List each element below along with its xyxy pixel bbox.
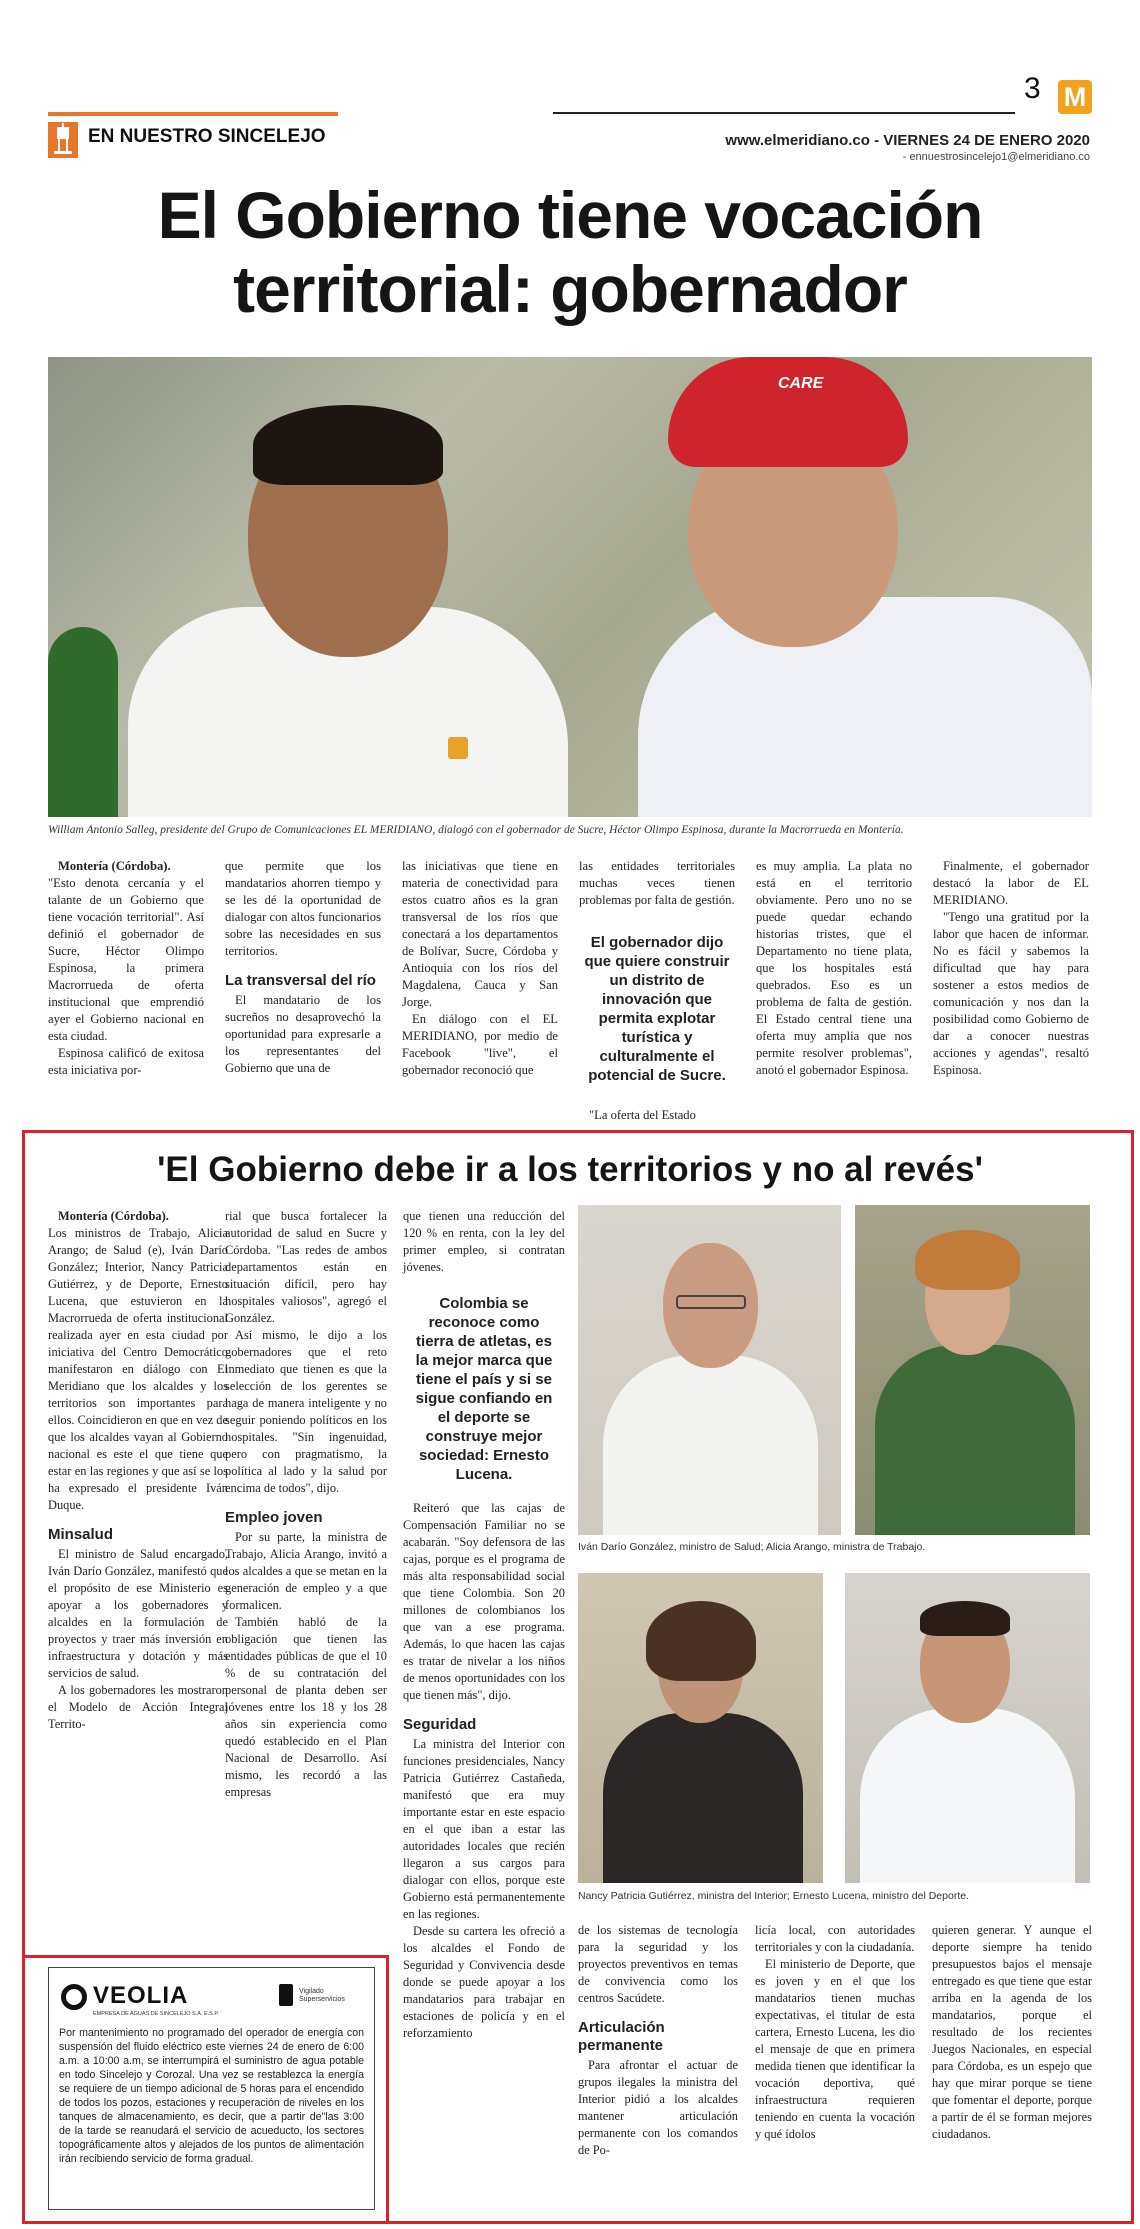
veolia-ad: [48, 1967, 375, 2210]
paragraph: las entidades territoriales muchas veces tienen problemas por falta de gestión.: [579, 859, 735, 907]
pull-quote: El gobernador dijo que quiere construir un distrito de innovación que permita explotar turística y culturalmente el potencial de Sucre.: [584, 934, 730, 1084]
person-body: [860, 1708, 1075, 1883]
brand-tagline: EMPRESA DE AGUAS DE SINCELEJO S.A. E.S.P.: [93, 2011, 219, 2017]
paragraph: "La oferta del Estado: [589, 1108, 696, 1122]
hair: [646, 1601, 756, 1681]
subheading: La transversal del río: [225, 972, 376, 989]
paragraph: Los ministros de Trabajo, Alicia Arango; de Salud (e), Iván Darío González; Interior, Nancy Patricia Gutiérrez, y de Deporte, Ernesto Lucena, que estuvieron en la Macrorrueda de oferta institucional realizada ayer en esta ciudad por iniciativa del Centro Democrático manifestaron en diálogo con El Meridiano que los alcaldes y los territorios son importantes para ellos. Coincidieron en que en vez de que los alcaldes vayan al Gobierno nacional es este el que tiene que estar en las regiones y que así se los ha expresado el presidente Iván Duque.: [48, 1226, 228, 1512]
email: - ennuestrosincelejo1@elmeridiano.co: [902, 151, 1090, 163]
paragraph: La ministra del Interior con funciones presidenciales, Nancy Patricia Gutiérrez Castañeda, manifestó que era muy importante estar en este espacio en el que iban a estar las autoridades locales que recién llegaron a sus cargos para dialogar con ellos, porque este Gobierno está permanentemente en las regiones.: [403, 1737, 565, 1921]
headline-1: [30, 178, 1110, 326]
hair: [920, 1601, 1010, 1636]
person-body: [603, 1713, 803, 1883]
paragraph: El ministerio de Deporte, que es joven y en el que los mandatarios tienen muchas expectativas, el titular de esta cartera, Ernesto Lucena, les dio el mensaje de que en primera medida tienen que identificar la vocación deportiva, qué infraestructura requieren teniendo en cuenta la vocación y qué ídolos: [755, 1957, 915, 2141]
story2-col1: [48, 1208, 228, 1733]
story1-col3: [402, 858, 558, 1079]
subheading: Seguridad: [403, 1716, 477, 1733]
story2-col3: [403, 1208, 565, 2042]
subheading: Empleo joven: [225, 1509, 323, 1526]
photo-ivan-dario-gonzalez: [578, 1205, 841, 1535]
red-box-divider: [22, 1955, 389, 1958]
brand-name: VEOLIA: [93, 1982, 189, 2009]
story1-col1: [48, 858, 204, 1079]
dateline: Montería (Córdoba).: [58, 1209, 169, 1223]
paragraph: que tienen una reducción del 120 % en renta, con la ley del primer empleo, si contratan jóvenes.: [403, 1209, 565, 1274]
meridiano-logo: [1058, 80, 1092, 114]
cap-text: CARE: [778, 375, 824, 392]
paragraph: rial que busca fortalecer la autoridad de salud en Sucre y Córdoba. "Las redes de ambos departamentos están en situación difícil, pero hay hospitales valiosos", agregó el González.: [225, 1209, 387, 1325]
story2-col6: [932, 1922, 1092, 2143]
story2-col2: [225, 1208, 387, 1801]
plant: [48, 627, 118, 817]
story1-col5: [756, 858, 912, 1079]
photo-ernesto-lucena: [845, 1573, 1090, 1883]
paragraph: Así mismo, le dijo a los gobernadores que el reto inmediato que tienen es que la selección de los gerentes se haga de manera inteligente y no seguir poniendo políticos en los hospitales. "Sin ingenuidad, pero con pragmatismo, la política al lado y la salud por encima de todos", dijo.: [225, 1328, 387, 1495]
story2-col5: [755, 1922, 915, 2143]
person-body: [603, 1355, 818, 1535]
paragraph: "Esto denota cercanía y el talante de un Gobierno que tiene vocación territorial". Así definió el gobernador de Sucre, Héctor Olimpo Espinosa, la primera Macrorrueda de oferta institucional que emprendió ayer el Gobierno nacional en esta ciudad.: [48, 876, 204, 1043]
man-right-body: [638, 597, 1092, 817]
photo-salleg-espinosa: [48, 357, 1092, 817]
dateline: Montería (Córdoba).: [58, 859, 171, 873]
photo-caption-2-top: Iván Darío González, ministro de Salud; Alicia Arango, ministra de Trabajo.: [578, 1541, 926, 1553]
paragraph: El mandatario de los sucreños no desaprovechó la oportunidad para expresarle a los representantes del Gobierno que una de: [225, 993, 381, 1075]
pull-quote: Colombia se reconoce como tierra de atletas, es la mejor marca que tiene el país y si se sigue confiando en el deporte se construye mejor sociedad: Ernesto Lucena.: [415, 1295, 553, 1483]
paragraph: las iniciativas que tiene en materia de conectividad para estos cuatro años es la gran transversal de los ríos que conectará a los departamentos de Bolívar, Sucre, Córdoba y Antioquia con los ríos del Magdalena, Cauca y San Jorge.: [402, 859, 558, 1009]
photo-nancy-patricia-gutierrez: [578, 1573, 823, 1883]
paragraph: de los sistemas de tecnología para la seguridad y los proyectos preventivos en temas de convivencia como los centros Sacúdete.: [578, 1923, 738, 2005]
red-box-vertical: [386, 1955, 389, 2224]
paragraph: licía local, con autoridades territoriales y con la ciudadanía.: [755, 1923, 915, 1954]
subheading: Articulación permanente: [578, 2019, 665, 2054]
headline-2: 'El Gobierno debe ir a los territorios y no al revés': [157, 1150, 983, 1189]
paragraph: "Tengo una gratitud por la labor que hacen de informar. No es fácil y sabemos la dificultad que hay para sostener a estos medios de comunicación y nos dan la posibilidad como Gobierno de dar a conocer nuestras acciones y agendas", resaltó Espinosa.: [933, 910, 1089, 1077]
paragraph: Finalmente, el gobernador destacó la labor de EL MERIDIANO.: [933, 859, 1089, 907]
water-tank-icon: [48, 122, 78, 158]
paragraph: Espinosa calificó de exitosa esta iniciativa por-: [48, 1046, 204, 1077]
header-rule: [553, 112, 1015, 114]
paragraph: En diálogo con el EL MERIDIANO, por medio de Facebook "live", el gobernador reconoció que: [402, 1012, 558, 1077]
hair: [915, 1230, 1020, 1290]
vigilado-text: Vigilado Superservicios: [299, 1988, 345, 2003]
photo-caption-2-bottom: Nancy Patricia Gutiérrez, ministra del Interior; Ernesto Lucena, ministro del Deporte.: [578, 1890, 969, 1902]
photo-caption-1: William Antonio Salleg, presidente del Grupo de Comunicaciones EL MERIDIANO, dialogó con el gobernador de Sucre, Héctor Olimpo Espinosa, durante la Macrorrueda en Montería.: [48, 824, 904, 836]
paragraph: También habló de la obligación que tienen las entidades públicas de que el 10 % de su contratación del personal de planta deben ser jóvenes entre los 18 y los 28 años sin experiencia como quedó establecido en el Plan Nacional de Desarrollo. Así mismo, les recordó a las empresas: [225, 1615, 387, 1799]
page-number: 3: [1024, 72, 1041, 105]
story1-col2: [225, 858, 381, 1077]
paragraph: Por su parte, la ministra de Trabajo, Alicia Arango, invitó a los alcaldes a que se metan en la generación de empleo y a que formalicen.: [225, 1530, 387, 1612]
photo-alicia-arango: [855, 1205, 1090, 1535]
paragraph: que permite que los mandatarios ahorren tiempo y se les dé la oportunidad de dialogar con altos funcionarios sobre las necesidades en sus territorios.: [225, 859, 381, 958]
paragraph: Desde su cartera les ofreció a los alcaldes el Fondo de Seguridad y Convivencia desde donde se puede apoyar a los mandatarios para trabajar en estaciones de policía y en el reforzamiento: [403, 1924, 565, 2040]
story1-col6: [933, 858, 1089, 1079]
story1-col4: [579, 858, 735, 1124]
paragraph: Para afrontar el actuar de grupos ilegales la ministra del Interior pidió a los alcaldes mantener articulación permanente con los comandos de Po-: [578, 2058, 738, 2157]
section-accent-line: [48, 112, 338, 116]
story2-col4: [578, 1922, 738, 2159]
paragraph: es muy amplia. La plata no está en el territorio obviamente. Pero uno no se puede quedar echando historias tristes, que el Departamento no tiene plata, que los hospitales está quebrados. Eso es un problema de falta de gestión. El Estado central tiene una oferta muy amplia que nos permite resolver problemas", anotó el gobernador Espinosa.: [756, 859, 912, 1077]
person-body: [875, 1345, 1075, 1535]
veolia-swirl-icon: [61, 1984, 87, 2010]
superservicios-icon: [279, 1984, 293, 2006]
section-title: EN NUESTRO SINCELEJO: [88, 126, 326, 147]
red-cap: [668, 357, 908, 467]
man-left-hair: [253, 405, 443, 485]
glasses: [676, 1295, 746, 1309]
site-date: www.elmeridiano.co - VIERNES 24 DE ENERO 2020: [725, 132, 1090, 149]
paragraph: Reiteró que las cajas de Compensación Familiar no se acabarán. "Soy defensora de las cajas, porque es el programa de más alta responsabilidad social que tiene Colombia. Son 20 millones de colombianos los que van a ese programa. Además, lo que hacen las cajas es tratar de nivelar a los niños de menos oportunidades con los que tienen más", dijo.: [403, 1501, 565, 1702]
headline-1-line1: El Gobierno tiene vocación: [157, 178, 983, 252]
subheading: Minsalud: [48, 1526, 114, 1543]
headline-1-line2: territorial: gobernador: [233, 252, 907, 326]
section-header: [48, 112, 348, 160]
logo-letter: M: [1063, 82, 1087, 112]
paragraph: El ministro de Salud encargado, Iván Darío González, manifestó que el propósito de ese Ministerio es apoyar a los gobernadores y alcaldes en la formulación de proyectos y traer más inversión en infraestructura y dotación y más servicios de salud.: [48, 1547, 228, 1680]
paragraph: quieren generar. Y aunque el deporte siempre ha tenido presupuestos bajos el mensaje entregado es que tiene que estar arriba en la agenda de los mandatarios, porque el resultado de los recientes Juegos Nacionales, en especial para Córdoba, es un espejo que hay que mirar porque se tiene que fomentar el deporte, porque a partir de él se forman mejores ciudadanos.: [932, 1923, 1092, 2141]
paragraph: A los gobernadores les mostraron el Modelo de Acción Integral Territo-: [48, 1683, 228, 1731]
ad-notice: Por mantenimiento no programado del operador de energía con suspensión del fluido eléctrico este viernes 24 de enero de 6:00 a.m. a 10:00 a.m, se interrumpirá el suministro de agua potable en todo Sincelejo y Corozal. Una vez se restablezca la energía se requiere de un tiempo adicional de 5 horas para el encendido de todos los pozos, estaciones y recuperación de niveles en los tanques de almacenamiento, es decir, que a partir de"las 3:00 de la tarde se reanudará el servicio de acueducto, los sectores topográficamente altos y alejados de los puntos de alimentación irán recibiendo servicio de forma gradual.: [59, 2027, 364, 2165]
veolia-logo: [61, 1980, 261, 2020]
logo-badge: [448, 737, 468, 759]
